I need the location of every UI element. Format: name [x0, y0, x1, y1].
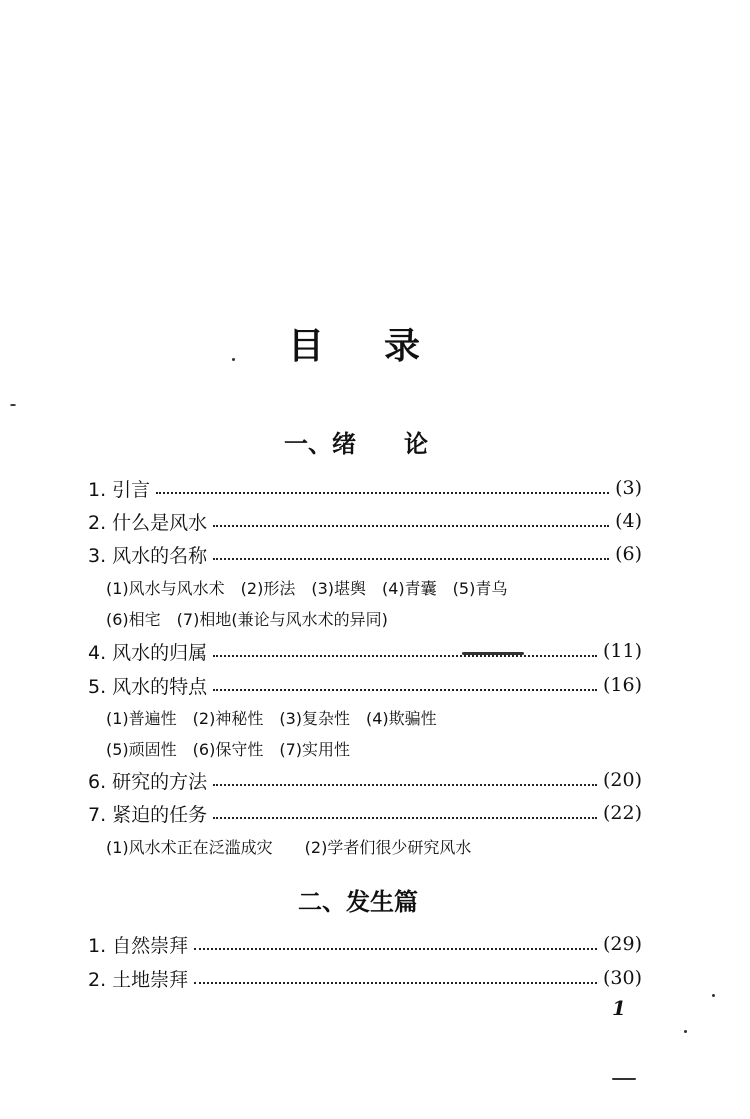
dot-leader [213, 655, 597, 657]
title-char-left: 目 [288, 326, 325, 367]
entry-page: (16) [602, 674, 642, 696]
entry-label: 3. 风水的名称 [88, 544, 208, 567]
dot-leader [156, 492, 609, 494]
toc-entry[interactable] [88, 507, 642, 535]
dot-leader [194, 982, 597, 984]
dot-leader [213, 817, 597, 819]
entry-page: (20) [602, 769, 642, 791]
toc-subitems: (1)风水术正在泛滥成灾 (2)学者们很少研究风水 [106, 838, 472, 857]
entry-page: (22) [602, 802, 642, 824]
entry-label: 1. 引言 [88, 478, 151, 501]
toc-entry[interactable] [88, 930, 642, 958]
toc-entry[interactable] [88, 540, 642, 568]
toc-entry[interactable] [88, 964, 642, 992]
entry-label: 6. 研究的方法 [88, 770, 208, 793]
entry-label: 2. 土地崇拜 [88, 968, 189, 991]
toc-entry[interactable] [88, 671, 642, 699]
entry-label: 7. 紧迫的任务 [88, 803, 208, 826]
scan-speck [612, 1078, 636, 1080]
entry-page: (29) [602, 933, 642, 955]
entry-page: (6) [615, 543, 642, 565]
dot-leader [213, 689, 597, 691]
toc-subitems: (1)风水与风水术 (2)形法 (3)堪舆 (4)青囊 (5)青乌 [106, 579, 508, 598]
dot-leader [213, 784, 597, 786]
toc-entry[interactable] [88, 474, 642, 502]
dot-leader [194, 948, 597, 950]
dot-leader [213, 558, 609, 560]
entry-page: (30) [602, 967, 642, 989]
toc-entry[interactable] [88, 766, 642, 794]
entry-page: (4) [615, 510, 642, 532]
entry-label: 1. 自然崇拜 [88, 934, 189, 957]
scan-speck [10, 404, 16, 406]
section-heading-introduction: 一、绪 论 [284, 430, 428, 458]
dot-leader [213, 525, 609, 527]
entry-label: 2. 什么是风水 [88, 511, 208, 534]
page-title [288, 318, 420, 369]
toc-subitems: (5)顽固性 (6)保守性 (7)实用性 [106, 740, 350, 759]
entry-label: 4. 风水的归属 [88, 641, 208, 664]
toc-entry[interactable] [88, 637, 642, 665]
entry-label: 5. 风水的特点 [88, 675, 208, 698]
section-heading-origin: 二、发生篇 [298, 888, 418, 916]
scan-speck [232, 358, 235, 361]
title-char-right: 录 [384, 326, 421, 367]
entry-page: (3) [615, 477, 642, 499]
scan-smudge [462, 652, 524, 655]
toc-subitems: (1)普遍性 (2)神秘性 (3)复杂性 (4)欺骗性 [106, 709, 437, 728]
toc-subitems: (6)相宅 (7)相地(兼论与风水术的异同) [106, 610, 388, 629]
scan-speck [684, 1030, 687, 1033]
scan-speck [712, 994, 715, 997]
toc-entry[interactable] [88, 799, 642, 827]
page-number: 1 [612, 996, 626, 1020]
entry-page: (11) [602, 640, 642, 662]
